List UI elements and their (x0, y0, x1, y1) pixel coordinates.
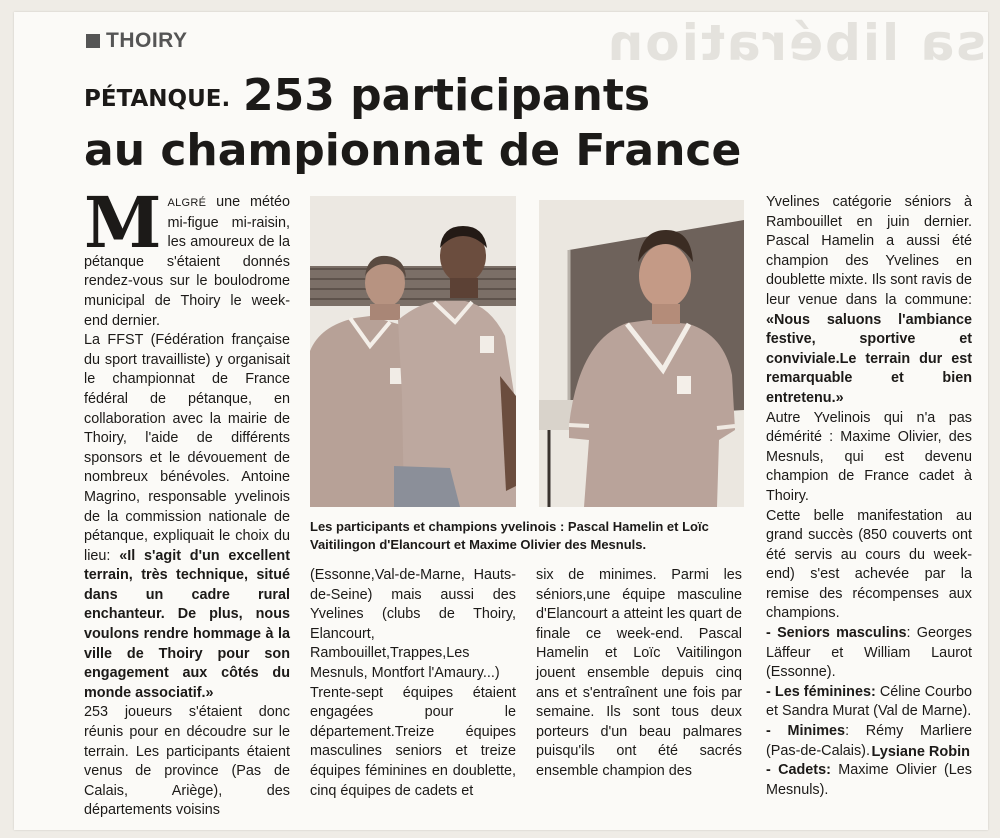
paragraph: six de minimes. Parmi les séniors,une équipe masculine d'Elancourt a atteint les quart de finale ce week-end. Pascal Hamelin et Loïc Vaitilingon jouent ensemble depuis cinq ans et s'entraînent une fois par semaine. Ils sont tous deux porteurs d'un beau palmares puisqu'ils ont été sacrés ensemble champion des (536, 567, 742, 779)
photo-caption: Les participants et champions yvelinois : Pascal Hamelin et Loïc Vaitilingon d'Elancourt et Maxime Olivier des Mesnuls. (310, 519, 709, 552)
article-column-1 (84, 181, 290, 821)
award-item (766, 624, 972, 683)
award-text: Maxime Olivier (Les Mesnuls). (766, 762, 972, 798)
quote-players: «Nous saluons l'ambiance festive, sportive et conviviale.Le terrain dur est remarquable et bien entretenu.» (766, 311, 972, 406)
lead-text: une météo mi-figue mi-raisin, les amoureux de la pétanque s'étaient donnés rendez-vous sur le boulodrome municipal de Thoiry le week-end dernier. (84, 194, 290, 329)
lead-smallcaps: ALGRÉ (167, 197, 207, 209)
article-column-2 (310, 566, 516, 801)
paragraph: Autre Yvelinois qui n'a pas démérité : Maxime Olivier, des Mesnuls, qui est devenu champion de France cadet à Thoiry. (766, 409, 972, 504)
headline-line-2: au championnat de France (84, 125, 742, 176)
paragraph: Trente-sept équipes étaient engagées pour le département.Treize équipes masculines seniors et treize équipes féminines en doublette, cinq équipes de cadets et (310, 684, 516, 799)
award-label: - Seniors masculins (766, 625, 907, 642)
award-label: - Minimes (766, 723, 846, 740)
paragraph (766, 193, 972, 409)
paragraph-text: Yvelines catégorie séniors à Rambouillet en juin dernier. Pascal Hamelin a aussi été champion des Yvelines en doublette mixte. Ils sont ravis de leur venue dans la commune: (766, 194, 972, 308)
award-text: : Rémy Marliere (Pas-de-Calais). (766, 723, 972, 759)
paragraph (84, 331, 290, 703)
headline-line-1: 253 participants (243, 70, 651, 121)
square-bullet-icon (86, 34, 100, 48)
headline-kicker: PÉTANQUE. (84, 86, 231, 112)
award-item (766, 683, 972, 722)
article-column-4 (766, 193, 972, 800)
award-label: - Les féminines: (766, 683, 876, 700)
award-item (766, 761, 972, 800)
award-label: - Cadets: (766, 762, 831, 779)
bleed-through-text: sa libération (605, 14, 986, 72)
paragraph: (Essonne,Val-de-Marne, Hauts-de-Seine) mais aussi des Yvelines (clubs de Thoiry, Elancourt, Rambouillet,Trappes,Les Mesnuls, Montfort l'Amaury...) (310, 567, 516, 681)
quote-organizer: «Il s'agit d'un excellent terrain, très technique, situé dans un cadre rural enchanteur. De plus, nous voulons rendre hommage à la ville de Thoiry pour son engagement aux côtés du monde associatif.» (84, 547, 290, 701)
lead-paragraph (84, 181, 290, 331)
author-signature: Lysiane Robin (871, 744, 970, 760)
photo-cadet-champion (539, 200, 744, 507)
paragraph: 253 joueurs s'étaient donc réunis pour en découdre sur le terrain. Les participants étaient venus de province (Pas de Calais, Ariège), des départements voisins (84, 704, 290, 819)
paragraph: Cette belle manifestation au grand succès (850 couverts ont été servis au cours du week-end) s'est achevée par la remise des récompenses aux champions. (766, 507, 972, 622)
drop-cap: M (84, 181, 162, 264)
award-text: : Georges Läffeur et William Laurot (Essonne). (766, 625, 972, 681)
rubric-label: THOIRY (106, 29, 188, 52)
paragraph-text: La FFST (Fédération française du sport travailliste) y organisait le championnat de France fédéral de pétanque, en collaboration avec la mairie de Thoiry, l'aide de différents sponsors et le dévouement de nombreux bénévoles. Antoine Magrino, responsable yvelinois de la commission nationale de pétanque, expliquait le choix du lieu: (84, 332, 290, 564)
award-text: Céline Courbo et Sandra Murat (Val de Marne). (766, 683, 972, 720)
photo-two-players (310, 196, 516, 507)
article-column-3 (536, 566, 742, 782)
section-rubric (86, 29, 188, 53)
